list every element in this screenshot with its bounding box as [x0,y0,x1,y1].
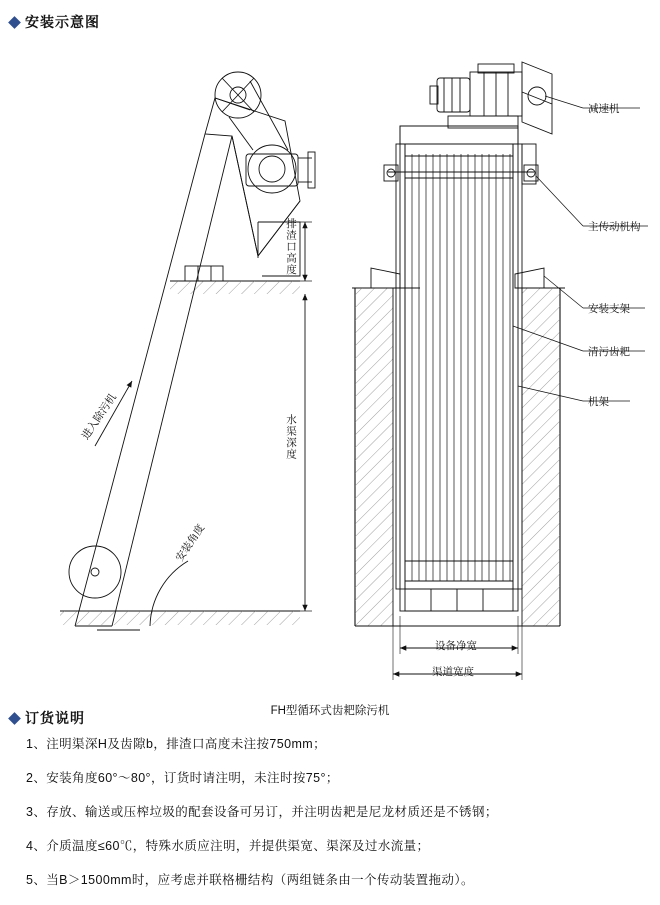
callout-mounting-bracket: 安装支架 [588,303,630,315]
order-notes-list [26,736,646,905]
label-channel-depth: 水渠深度 [285,414,297,460]
drawing-svg [0,26,660,706]
order-note-4: 4、介质温度≤60℃，特殊水质应注明，并提供渠宽、渠深及过水流量； [26,838,430,853]
label-flow-into-machine: 进入除污机 [79,391,119,442]
callout-cleaning-rake: 清污齿耙 [588,346,630,358]
label-equipment-net-width: 设备净宽 [435,640,477,652]
order-note-5: 5、当B＞1500mm时，应考虑并联格栅结构（两组链条由一个传动装置拖动）。 [26,872,474,887]
callout-main-drive: 主传动机构 [588,221,641,233]
callout-frame: 机架 [588,396,609,408]
label-install-angle: 安装角度 [173,522,208,564]
label-channel-width: 渠道宽度 [432,666,474,678]
order-note-3: 3、存放、输送或压榨垃圾的配套设备可另订，并注明齿耙是尼龙材质还是不锈钢； [26,804,498,819]
drawing-caption: FH型循环式齿耙除污机 [270,705,390,717]
order-note-2: 2、安装角度60°～80°，订货时请注明，未注时按75°； [26,770,339,785]
install-heading-label: 安装示意图 [25,14,100,30]
label-discharge-height: 排渣口高度 [285,218,297,276]
order-note-1: 1、注明渠深H及齿隙b，排渣口高度未注按750mm； [26,737,327,751]
callout-reducer: 减速机 [588,103,620,115]
order-heading-label: 订货说明 [25,710,85,726]
technical-drawing [0,26,660,717]
